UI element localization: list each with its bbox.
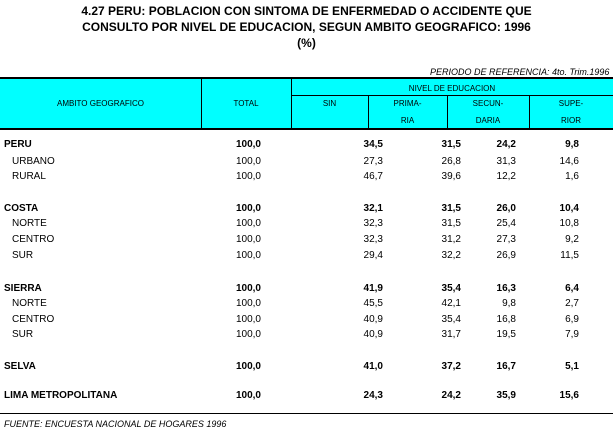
cell-sin: 40,9	[363, 329, 383, 340]
cell-primaria: 37,2	[441, 361, 461, 372]
table-title-line-2: CONSULTO POR NIVEL DE EDUCACION, SEGUN AMBITO GEOGRAFICO: 1996	[82, 20, 531, 34]
cell-sin: 45,5	[363, 298, 383, 309]
cell-primaria: 39,6	[441, 171, 461, 182]
cell-superior: 15,6	[559, 390, 579, 401]
header-nivel-educacion: NIVEL DE EDUCACION	[408, 84, 496, 93]
cell-secundaria: 27,3	[496, 234, 516, 245]
cell-secundaria: 19,5	[496, 329, 516, 340]
cell-total: 100,0	[235, 283, 261, 294]
cell-superior: 2,7	[565, 298, 579, 309]
table-row	[0, 359, 613, 375]
cell-sin: 32,3	[363, 218, 383, 229]
header-primaria-1: PRIMA-	[393, 99, 422, 108]
header-divider	[291, 95, 613, 96]
cell-total: 100,0	[235, 156, 261, 167]
cell-total: 100,0	[235, 361, 261, 372]
table-row	[0, 327, 613, 343]
cell-secundaria: 16,7	[496, 361, 516, 372]
cell-primaria: 31,2	[441, 234, 461, 245]
cell-sin: 32,3	[363, 234, 383, 245]
cell-ambito: CENTRO	[12, 234, 55, 245]
header-ambito: AMBITO GEOGRAFICO	[57, 99, 144, 108]
cell-total: 100,0	[235, 171, 261, 182]
table-row	[0, 137, 613, 153]
cell-ambito: SIERRA	[4, 283, 42, 294]
table-row	[0, 248, 613, 264]
cell-primaria: 35,4	[441, 314, 461, 325]
table-row	[0, 296, 613, 312]
header-sin: SIN	[322, 99, 337, 108]
header-bottom-rule	[0, 128, 613, 130]
cell-primaria: 31,7	[441, 329, 461, 340]
cell-superior: 14,6	[559, 156, 579, 167]
cell-ambito: SUR	[12, 250, 34, 261]
cell-primaria: 31,5	[441, 139, 461, 150]
table-row	[0, 281, 613, 297]
cell-superior: 9,8	[565, 139, 579, 150]
cell-total: 100,0	[235, 329, 261, 340]
cell-ambito: CENTRO	[12, 314, 55, 325]
cell-ambito: NORTE	[12, 298, 47, 309]
table-title-units: (%)	[297, 36, 316, 50]
cell-sin: 29,4	[363, 250, 383, 261]
cell-sin: 41,9	[363, 283, 383, 294]
source-note: FUENTE: ENCUESTA NACIONAL DE HOGARES 1996	[4, 419, 227, 429]
cell-total: 100,0	[235, 314, 261, 325]
cell-secundaria: 26,9	[496, 250, 516, 261]
cell-primaria: 35,4	[441, 283, 461, 294]
cell-secundaria: 9,8	[502, 298, 516, 309]
cell-sin: 40,9	[363, 314, 383, 325]
cell-primaria: 32,2	[441, 250, 461, 261]
cell-secundaria: 12,2	[496, 171, 516, 182]
cell-total: 100,0	[235, 298, 261, 309]
cell-superior: 7,9	[565, 329, 579, 340]
cell-sin: 41,0	[363, 361, 383, 372]
table-row	[0, 154, 613, 170]
cell-secundaria: 26,0	[496, 203, 516, 214]
header-superior-2: RIOR	[561, 116, 581, 125]
cell-ambito: SUR	[12, 329, 34, 340]
cell-ambito: URBANO	[12, 156, 55, 167]
cell-superior: 10,8	[559, 218, 579, 229]
cell-primaria: 31,5	[441, 203, 461, 214]
cell-secundaria: 24,2	[496, 139, 516, 150]
cell-ambito: LIMA METROPOLITANA	[4, 390, 118, 401]
table-row	[0, 232, 613, 248]
cell-superior: 6,9	[565, 314, 579, 325]
cell-secundaria: 35,9	[496, 390, 516, 401]
table-row	[0, 216, 613, 232]
table-row	[0, 169, 613, 185]
cell-superior: 10,4	[559, 203, 579, 214]
cell-total: 100,0	[235, 139, 261, 150]
table-row	[0, 312, 613, 328]
header-secundaria-1: SECUN-	[472, 99, 504, 108]
header-total: TOTAL	[233, 99, 259, 108]
cell-ambito: NORTE	[12, 218, 47, 229]
cell-sin: 27,3	[363, 156, 383, 167]
table-title-line-1: 4.27 PERU: POBLACION CON SINTOMA DE ENFERMEDAD O ACCIDENTE QUE	[81, 4, 532, 18]
cell-primaria: 26,8	[441, 156, 461, 167]
cell-sin: 32,1	[363, 203, 383, 214]
cell-secundaria: 25,4	[496, 218, 516, 229]
cell-superior: 1,6	[565, 171, 579, 182]
cell-total: 100,0	[235, 234, 261, 245]
cell-total: 100,0	[235, 203, 261, 214]
cell-superior: 6,4	[565, 283, 579, 294]
cell-total: 100,0	[235, 390, 261, 401]
cell-secundaria: 16,8	[496, 314, 516, 325]
header-secundaria-2: DARIA	[475, 116, 501, 125]
cell-total: 100,0	[235, 250, 261, 261]
cell-secundaria: 31,3	[496, 156, 516, 167]
cell-superior: 5,1	[565, 361, 579, 372]
header-superior-1: SUPE-	[558, 99, 584, 108]
header-primaria-2: RIA	[400, 116, 415, 125]
table-row	[0, 388, 613, 404]
cell-ambito: SELVA	[4, 361, 36, 372]
cell-ambito: COSTA	[4, 203, 39, 214]
cell-sin: 34,5	[363, 139, 383, 150]
cell-total: 100,0	[235, 218, 261, 229]
cell-superior: 11,5	[560, 250, 579, 261]
cell-secundaria: 16,3	[496, 283, 516, 294]
cell-sin: 24,3	[363, 390, 383, 401]
cell-superior: 9,2	[565, 234, 579, 245]
cell-ambito: RURAL	[12, 171, 46, 182]
cell-sin: 46,7	[363, 171, 383, 182]
table-row	[0, 201, 613, 217]
cell-ambito: PERU	[4, 139, 32, 150]
cell-primaria: 42,1	[441, 298, 461, 309]
cell-primaria: 24,2	[441, 390, 461, 401]
reference-period: PERIODO DE REFERENCIA: 4to. Trim.1996	[430, 67, 610, 77]
table-bottom-rule	[0, 413, 613, 414]
cell-primaria: 31,5	[441, 218, 461, 229]
